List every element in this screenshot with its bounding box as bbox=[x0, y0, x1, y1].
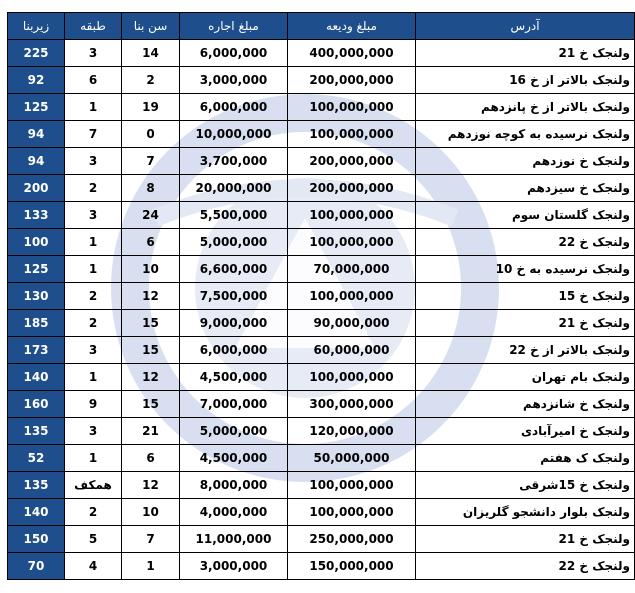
cell-area: 100 bbox=[8, 229, 65, 256]
cell-floor: 4 bbox=[65, 553, 122, 580]
cell-rent: 4,500,000 bbox=[180, 445, 288, 472]
cell-area: 200 bbox=[8, 175, 65, 202]
cell-age: 7 bbox=[122, 526, 180, 553]
cell-address: ولنجک خ 21 bbox=[416, 526, 635, 553]
cell-age: 12 bbox=[122, 283, 180, 310]
table-row bbox=[8, 256, 635, 283]
header-age: سن بنا bbox=[122, 13, 180, 40]
cell-rent: 6,600,000 bbox=[180, 256, 288, 283]
cell-floor: 1 bbox=[65, 364, 122, 391]
cell-area: 70 bbox=[8, 553, 65, 580]
cell-address: ولنجک بام تهران bbox=[416, 364, 635, 391]
cell-floor: 3 bbox=[65, 202, 122, 229]
cell-rent: 4,500,000 bbox=[180, 364, 288, 391]
cell-rent: 3,000,000 bbox=[180, 67, 288, 94]
cell-deposit: 100,000,000 bbox=[288, 229, 416, 256]
table-row bbox=[8, 391, 635, 418]
cell-floor: 1 bbox=[65, 229, 122, 256]
cell-age: 15 bbox=[122, 391, 180, 418]
cell-age: 0 bbox=[122, 121, 180, 148]
cell-rent: 10,000,000 bbox=[180, 121, 288, 148]
cell-deposit: 200,000,000 bbox=[288, 148, 416, 175]
header-deposit: مبلغ ودیعه bbox=[288, 13, 416, 40]
table-row bbox=[8, 229, 635, 256]
cell-area: 140 bbox=[8, 499, 65, 526]
table-row bbox=[8, 445, 635, 472]
cell-rent: 11,000,000 bbox=[180, 526, 288, 553]
cell-age: 7 bbox=[122, 148, 180, 175]
cell-floor: همکف bbox=[65, 472, 122, 499]
cell-area: 135 bbox=[8, 472, 65, 499]
cell-area: 225 bbox=[8, 40, 65, 67]
cell-floor: 1 bbox=[65, 94, 122, 121]
cell-age: 6 bbox=[122, 229, 180, 256]
cell-deposit: 100,000,000 bbox=[288, 202, 416, 229]
cell-age: 2 bbox=[122, 67, 180, 94]
cell-rent: 4,000,000 bbox=[180, 499, 288, 526]
cell-deposit: 100,000,000 bbox=[288, 472, 416, 499]
header-rent: مبلغ اجاره bbox=[180, 13, 288, 40]
cell-age: 10 bbox=[122, 499, 180, 526]
cell-rent: 7,500,000 bbox=[180, 283, 288, 310]
cell-address: ولنجک نرسیده به خ 10 bbox=[416, 256, 635, 283]
cell-rent: 20,000,000 bbox=[180, 175, 288, 202]
cell-deposit: 100,000,000 bbox=[288, 121, 416, 148]
rental-listings-table bbox=[7, 12, 635, 580]
table-header-row bbox=[8, 13, 635, 40]
header-address: آدرس bbox=[416, 13, 635, 40]
cell-address: ولنجک خ سیزدهم bbox=[416, 175, 635, 202]
cell-address: ولنجک خ نوزدهم bbox=[416, 148, 635, 175]
cell-deposit: 300,000,000 bbox=[288, 391, 416, 418]
cell-address: ولنجک خ 21 bbox=[416, 40, 635, 67]
cell-rent: 9,000,000 bbox=[180, 310, 288, 337]
table-row bbox=[8, 121, 635, 148]
cell-floor: 6 bbox=[65, 67, 122, 94]
cell-rent: 5,000,000 bbox=[180, 418, 288, 445]
cell-age: 19 bbox=[122, 94, 180, 121]
cell-area: 94 bbox=[8, 121, 65, 148]
cell-area: 130 bbox=[8, 283, 65, 310]
table-row bbox=[8, 94, 635, 121]
cell-address: ولنجک خ شانزدهم bbox=[416, 391, 635, 418]
cell-floor: 3 bbox=[65, 337, 122, 364]
cell-floor: 2 bbox=[65, 310, 122, 337]
cell-address: ولنجک خ 21 bbox=[416, 310, 635, 337]
table-row bbox=[8, 310, 635, 337]
table-row bbox=[8, 526, 635, 553]
cell-age: 1 bbox=[122, 553, 180, 580]
cell-area: 94 bbox=[8, 148, 65, 175]
cell-rent: 5,000,000 bbox=[180, 229, 288, 256]
cell-deposit: 400,000,000 bbox=[288, 40, 416, 67]
cell-area: 185 bbox=[8, 310, 65, 337]
cell-rent: 6,000,000 bbox=[180, 94, 288, 121]
cell-age: 12 bbox=[122, 364, 180, 391]
cell-age: 14 bbox=[122, 40, 180, 67]
table-row bbox=[8, 40, 635, 67]
cell-floor: 2 bbox=[65, 499, 122, 526]
cell-address: ولنجک نرسیده به کوچه نوزدهم bbox=[416, 121, 635, 148]
cell-address: ولنجک خ امیرآبادی bbox=[416, 418, 635, 445]
cell-address: ولنجک ک هفتم bbox=[416, 445, 635, 472]
cell-deposit: 200,000,000 bbox=[288, 67, 416, 94]
table-row bbox=[8, 553, 635, 580]
cell-age: 10 bbox=[122, 256, 180, 283]
cell-age: 21 bbox=[122, 418, 180, 445]
table-row bbox=[8, 202, 635, 229]
cell-deposit: 100,000,000 bbox=[288, 94, 416, 121]
cell-deposit: 70,000,000 bbox=[288, 256, 416, 283]
cell-area: 150 bbox=[8, 526, 65, 553]
cell-address: ولنجک بالاتر از خ 16 bbox=[416, 67, 635, 94]
listing-table-container bbox=[7, 12, 630, 577]
cell-address: ولنجک بالاتر از خ 22 bbox=[416, 337, 635, 364]
cell-area: 160 bbox=[8, 391, 65, 418]
cell-floor: 2 bbox=[65, 283, 122, 310]
cell-area: 173 bbox=[8, 337, 65, 364]
table-row bbox=[8, 472, 635, 499]
cell-area: 125 bbox=[8, 256, 65, 283]
cell-area: 135 bbox=[8, 418, 65, 445]
cell-rent: 6,000,000 bbox=[180, 337, 288, 364]
table-row bbox=[8, 499, 635, 526]
cell-age: 15 bbox=[122, 310, 180, 337]
cell-address: ولنجک خ 22 bbox=[416, 553, 635, 580]
cell-deposit: 100,000,000 bbox=[288, 283, 416, 310]
cell-rent: 8,000,000 bbox=[180, 472, 288, 499]
table-row bbox=[8, 67, 635, 94]
cell-area: 140 bbox=[8, 364, 65, 391]
cell-area: 125 bbox=[8, 94, 65, 121]
cell-rent: 7,000,000 bbox=[180, 391, 288, 418]
cell-deposit: 250,000,000 bbox=[288, 526, 416, 553]
table-row bbox=[8, 364, 635, 391]
cell-floor: 1 bbox=[65, 445, 122, 472]
header-area: زیربنا bbox=[8, 13, 65, 40]
cell-floor: 2 bbox=[65, 175, 122, 202]
cell-floor: 9 bbox=[65, 391, 122, 418]
cell-area: 92 bbox=[8, 67, 65, 94]
cell-floor: 3 bbox=[65, 148, 122, 175]
table-row bbox=[8, 283, 635, 310]
cell-address: ولنجک خ 15 bbox=[416, 283, 635, 310]
cell-address: ولنجک خ 15شرقی bbox=[416, 472, 635, 499]
cell-floor: 7 bbox=[65, 121, 122, 148]
cell-floor: 3 bbox=[65, 418, 122, 445]
cell-rent: 5,500,000 bbox=[180, 202, 288, 229]
cell-area: 133 bbox=[8, 202, 65, 229]
cell-rent: 3,000,000 bbox=[180, 553, 288, 580]
cell-deposit: 50,000,000 bbox=[288, 445, 416, 472]
cell-deposit: 200,000,000 bbox=[288, 175, 416, 202]
cell-deposit: 90,000,000 bbox=[288, 310, 416, 337]
cell-rent: 3,700,000 bbox=[180, 148, 288, 175]
cell-age: 8 bbox=[122, 175, 180, 202]
header-floor: طبقه bbox=[65, 13, 122, 40]
table-row bbox=[8, 337, 635, 364]
cell-deposit: 100,000,000 bbox=[288, 499, 416, 526]
cell-floor: 3 bbox=[65, 40, 122, 67]
cell-address: ولنجک بلوار دانشجو گلریزان bbox=[416, 499, 635, 526]
cell-deposit: 150,000,000 bbox=[288, 553, 416, 580]
table-row bbox=[8, 175, 635, 202]
cell-area: 52 bbox=[8, 445, 65, 472]
table-row bbox=[8, 148, 635, 175]
cell-deposit: 100,000,000 bbox=[288, 364, 416, 391]
cell-floor: 5 bbox=[65, 526, 122, 553]
cell-age: 24 bbox=[122, 202, 180, 229]
cell-floor: 1 bbox=[65, 256, 122, 283]
cell-age: 6 bbox=[122, 445, 180, 472]
cell-deposit: 60,000,000 bbox=[288, 337, 416, 364]
cell-address: ولنجک بالاتر از خ پانزدهم bbox=[416, 94, 635, 121]
table-row bbox=[8, 418, 635, 445]
cell-address: ولنجک خ 22 bbox=[416, 229, 635, 256]
cell-address: ولنجک گلستان سوم bbox=[416, 202, 635, 229]
cell-age: 15 bbox=[122, 337, 180, 364]
cell-rent: 6,000,000 bbox=[180, 40, 288, 67]
cell-deposit: 120,000,000 bbox=[288, 418, 416, 445]
cell-age: 12 bbox=[122, 472, 180, 499]
